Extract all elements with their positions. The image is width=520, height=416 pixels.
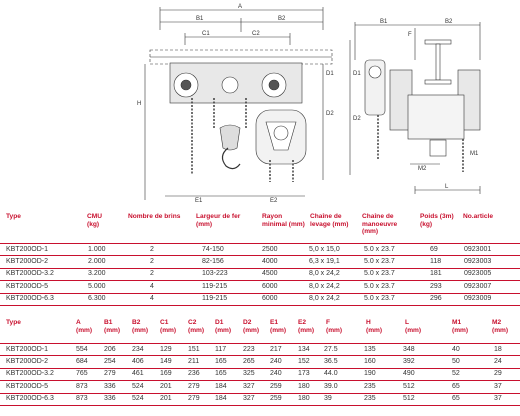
t1-cell: 296 <box>430 295 442 303</box>
t2-cell: 24 <box>494 357 502 365</box>
t1-cell: 4500 <box>262 270 278 278</box>
label-B2: B2 <box>278 16 286 22</box>
t2-cell: 327 <box>243 395 255 403</box>
t1-cell: 2 <box>150 257 154 265</box>
t1-cell: 2500 <box>262 245 278 253</box>
t2-h-e1: E1 (mm) <box>270 319 287 334</box>
t2-cell: 180 <box>298 382 310 390</box>
t1-cell: 8,0 x 24,2 <box>309 295 340 303</box>
t1-cell: 5.0 x 23.7 <box>364 295 395 303</box>
t2-cell: 39.0 <box>324 382 338 390</box>
t2-cell: 259 <box>270 382 282 390</box>
t2-cell: 180 <box>298 395 310 403</box>
t2-cell: 165 <box>215 357 227 365</box>
t2-cell: 134 <box>298 345 310 353</box>
t1-cell: 6000 <box>262 282 278 290</box>
t2-h-a: A (mm) <box>76 319 93 334</box>
t2-cell: 873 <box>76 395 88 403</box>
t2-cell: 151 <box>188 345 200 353</box>
t2-cell: 254 <box>104 357 116 365</box>
spec-table-1-header <box>0 213 520 243</box>
t2-cell: 39 <box>324 395 332 403</box>
t1-h-article: No.article <box>463 213 494 220</box>
t1-cell: 5.000 <box>88 282 106 290</box>
t2-h-b2: B2 (mm) <box>132 319 149 334</box>
t2-cell: 65 <box>452 395 460 403</box>
t2-cell: 201 <box>160 382 172 390</box>
t1-cell: 0923007 <box>464 282 492 290</box>
t1-cell: KBT200OD-5 <box>6 282 49 290</box>
t2-h-d2: D2 (mm) <box>243 319 260 334</box>
label-L: L <box>445 184 449 190</box>
t2-cell: 406 <box>132 357 144 365</box>
t1-cell: 8,0 x 24,2 <box>309 270 340 278</box>
t2-cell: 217 <box>270 345 282 353</box>
t2-cell: 873 <box>76 382 88 390</box>
t2-cell: 461 <box>132 370 144 378</box>
t1-cell: 6000 <box>262 295 278 303</box>
t1-cell: 4000 <box>262 257 278 265</box>
t1-h-levage: Chaîne de levage (mm) <box>310 213 349 228</box>
t1-cell: 5.0 x 23.7 <box>364 245 395 253</box>
t1-cell: 5.0 x 23.7 <box>364 282 395 290</box>
t1-cell: 119-215 <box>202 295 228 303</box>
t2-cell: 325 <box>243 370 255 378</box>
t2-cell: 240 <box>270 370 282 378</box>
t1-cell: 82-156 <box>202 257 224 265</box>
t2-cell: 37 <box>494 395 502 403</box>
t2-cell: 65 <box>452 382 460 390</box>
t2-cell: 512 <box>403 382 415 390</box>
side-view <box>350 19 480 194</box>
t1-cell: 103-223 <box>202 270 228 278</box>
label-E2: E2 <box>270 198 278 204</box>
label-C1: C1 <box>202 31 210 37</box>
t1-cell: 119-215 <box>202 282 228 290</box>
t1-cell: 2 <box>150 270 154 278</box>
t2-cell: 184 <box>215 382 227 390</box>
t1-cell: 69 <box>430 245 438 253</box>
t2-cell: 279 <box>188 382 200 390</box>
label-M2: M2 <box>418 166 427 172</box>
t2-cell: 160 <box>364 357 376 365</box>
t2-h-c1: C1 (mm) <box>160 319 177 334</box>
table-row <box>0 344 520 356</box>
t2-cell: 336 <box>104 382 116 390</box>
t1-cell: 74-150 <box>202 245 224 253</box>
t1-h-brins: Nombre de brins <box>128 213 181 220</box>
t2-cell: 37 <box>494 382 502 390</box>
label-E1: E1 <box>195 198 203 204</box>
t2-cell: KBT200OD-3.2 <box>6 370 54 378</box>
t2-cell: 279 <box>104 370 116 378</box>
label-A: A <box>238 4 243 10</box>
label-M1: M1 <box>470 151 479 157</box>
label-C2: C2 <box>252 31 260 37</box>
label-D1-side: D1 <box>353 71 361 77</box>
t1-cell: 0923003 <box>464 257 492 265</box>
t2-cell: KBT200OD-2 <box>6 357 49 365</box>
t2-cell: 36.5 <box>324 357 338 365</box>
t2-cell: 149 <box>160 357 172 365</box>
t2-cell: 234 <box>132 345 144 353</box>
t2-cell: 129 <box>160 345 172 353</box>
table-row <box>0 244 520 256</box>
t2-cell: 392 <box>403 357 415 365</box>
label-B1-side: B1 <box>380 19 388 25</box>
label-H: H <box>137 101 142 107</box>
t2-h-l: L (mm) <box>405 319 422 334</box>
t1-h-poids: Poids (3m) (kg) <box>420 213 454 228</box>
label-F: F <box>408 32 412 38</box>
t1-cell: KBT200OD-1 <box>6 245 49 253</box>
table-row <box>0 394 520 406</box>
t1-cell: 181 <box>430 270 442 278</box>
t1-cell: 2.000 <box>88 257 106 265</box>
table-row <box>0 269 520 281</box>
label-D2-side: D2 <box>353 116 361 122</box>
t1-cell: KBT200OD-3.2 <box>6 270 54 278</box>
t1-h-cmu: CMU (kg) <box>87 213 103 228</box>
t2-cell: 235 <box>364 395 376 403</box>
label-B1: B1 <box>196 16 204 22</box>
t1-cell: 5.0 x 23.7 <box>364 270 395 278</box>
t2-cell: KBT200OD-6.3 <box>6 395 54 403</box>
table-row <box>0 294 520 306</box>
t2-h-c2: C2 (mm) <box>188 319 205 334</box>
t1-cell: 293 <box>430 282 442 290</box>
t2-cell: 223 <box>243 345 255 353</box>
label-D1: D1 <box>326 71 334 77</box>
t2-cell: 29 <box>494 370 502 378</box>
t1-cell: 6,3 x 19,1 <box>309 257 340 265</box>
t1-cell: 5,0 x 15,0 <box>309 245 340 253</box>
t2-cell: 259 <box>270 395 282 403</box>
table-row <box>0 256 520 268</box>
t2-cell: 336 <box>104 395 116 403</box>
front-view <box>137 4 334 204</box>
t2-h-b1: B1 (mm) <box>104 319 121 334</box>
t2-cell: 684 <box>76 357 88 365</box>
label-B2-side: B2 <box>445 19 453 25</box>
t2-cell: 169 <box>160 370 172 378</box>
table-row <box>0 369 520 381</box>
table-row <box>0 281 520 293</box>
t2-cell: 190 <box>364 370 376 378</box>
t2-cell: 524 <box>132 395 144 403</box>
t1-cell: 4 <box>150 282 154 290</box>
t2-cell: KBT200OD-5 <box>6 382 49 390</box>
t2-h-m1: M1 (mm) <box>452 319 469 334</box>
spec-table-1 <box>0 213 520 306</box>
t2-cell: 152 <box>298 357 310 365</box>
t2-cell: 265 <box>243 357 255 365</box>
t1-cell: 6.300 <box>88 295 106 303</box>
t2-cell: 235 <box>364 382 376 390</box>
t2-cell: 765 <box>76 370 88 378</box>
t2-cell: 327 <box>243 382 255 390</box>
t1-cell: 2 <box>150 245 154 253</box>
t1-cell: KBT200OD-6.3 <box>6 295 54 303</box>
t2-cell: 490 <box>403 370 415 378</box>
t1-cell: 0923001 <box>464 245 492 253</box>
t2-cell: 184 <box>215 395 227 403</box>
t2-h-e2: E2 (mm) <box>298 319 315 334</box>
t2-cell: 52 <box>452 370 460 378</box>
t2-cell: 512 <box>403 395 415 403</box>
t1-cell: 118 <box>430 257 442 265</box>
t1-h-rayon: Rayon minimal (mm) <box>262 213 305 228</box>
t1-cell: 4 <box>150 295 154 303</box>
t2-h-type: Type <box>6 319 21 326</box>
t2-cell: 50 <box>452 357 460 365</box>
t1-cell: 5.0 x 23.7 <box>364 257 395 265</box>
t2-cell: 117 <box>215 345 227 353</box>
t2-cell: 18 <box>494 345 502 353</box>
t2-cell: 240 <box>270 357 282 365</box>
t1-cell: 3.200 <box>88 270 106 278</box>
t2-cell: 554 <box>76 345 88 353</box>
t2-cell: 40 <box>452 345 460 353</box>
table-row <box>0 356 520 368</box>
t2-cell: 165 <box>215 370 227 378</box>
label-D2: D2 <box>326 111 334 117</box>
t2-cell: 236 <box>188 370 200 378</box>
dimension-table <box>0 319 520 406</box>
t2-cell: 524 <box>132 382 144 390</box>
t1-cell: 0923009 <box>464 295 492 303</box>
t1-cell: KBT200OD-2 <box>6 257 49 265</box>
t2-cell: KBT200OD-1 <box>6 345 49 353</box>
t2-cell: 173 <box>298 370 310 378</box>
t1-h-type: Type <box>6 213 21 220</box>
t1-cell: 1.000 <box>88 245 106 253</box>
t2-h-d1: D1 (mm) <box>215 319 232 334</box>
t1-cell: 0923005 <box>464 270 492 278</box>
t2-h-f: F (mm) <box>326 319 343 334</box>
t2-cell: 348 <box>403 345 415 353</box>
t2-cell: 211 <box>188 357 200 365</box>
t2-cell: 201 <box>160 395 172 403</box>
t1-h-largeur: Largeur de fer (mm) <box>196 213 241 228</box>
t2-cell: 279 <box>188 395 200 403</box>
t2-h-h: H (mm) <box>366 319 383 334</box>
t1-cell: 8,0 x 24,2 <box>309 282 340 290</box>
t2-cell: 135 <box>364 345 376 353</box>
t2-cell: 44.0 <box>324 370 338 378</box>
t2-cell: 206 <box>104 345 116 353</box>
t1-h-manoeuvre: Chaîne de manoeuvre (mm) <box>362 213 398 235</box>
t2-cell: 27.5 <box>324 345 338 353</box>
dimension-table-header <box>0 319 520 343</box>
hoist-technical-drawing <box>0 0 520 205</box>
table-row <box>0 381 520 393</box>
t2-h-m2: M2 (mm) <box>492 319 509 334</box>
